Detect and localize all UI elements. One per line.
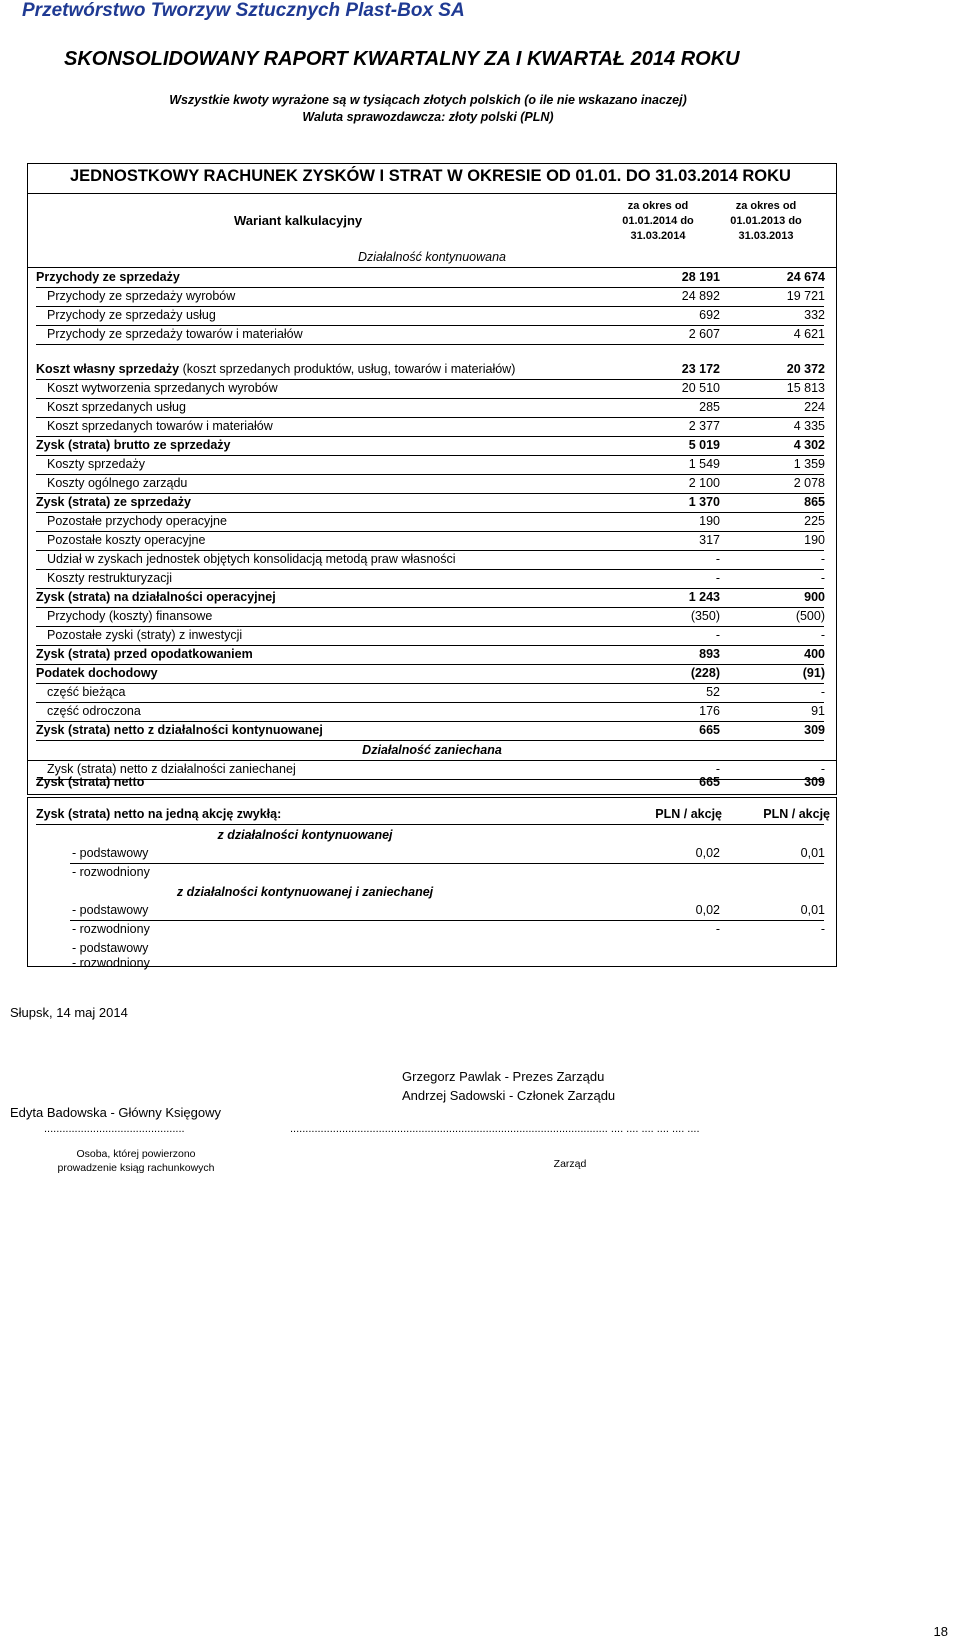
eps-row-label: - podstawowy [72,941,149,955]
row-label: Koszty sprzedaży [47,457,145,471]
row-value-current: 1 243 [688,590,720,604]
row-value-current: 692 [699,308,720,322]
row-value-current: - [715,628,720,642]
period-current-line3: 31.03.2014 [630,230,686,242]
row-value-current: 2 100 [688,476,720,490]
table-row [0,703,960,722]
row-label: Koszt wytworzenia sprzedanych wyrobów [47,381,278,395]
row-value-prior: 24 674 [786,270,825,284]
row-value-prior: 15 813 [786,381,825,395]
row-label: Zysk (strata) brutto ze sprzedaży [36,438,231,452]
table-row [0,773,960,792]
table-row [0,361,960,380]
row-value-current: 176 [699,704,720,718]
period-prior-line3: 31.03.2013 [738,230,794,242]
spacer [0,742,960,761]
row-value-prior: 309 [804,723,825,737]
row-value-current: - [715,552,720,566]
table-row [0,288,960,307]
table-row [0,532,960,551]
row-value-prior: 225 [804,514,825,528]
eps-row [0,902,960,921]
table-row [0,646,960,665]
row-value-prior: 20 372 [786,362,825,376]
eps-col-current: PLN / akcję [655,807,722,821]
eps-value-current: 0,02 [695,903,720,917]
row-value-prior: 19 721 [786,289,825,303]
row-value-current: 52 [706,685,720,699]
row-label: Pozostałe zyski (straty) z inwestycji [47,628,243,642]
report-title: SKONSOLIDOWANY RAPORT KWARTALNY ZA I KWARTAŁ 2014 ROKU [64,48,740,70]
table-row [0,418,960,437]
table-row [0,627,960,646]
eps-value-prior: - [820,922,825,936]
chief-accountant: Edyta Badowska - Główny Księgowy [10,1105,221,1120]
row-label: Koszt sprzedanych usług [47,400,186,414]
section-discontinued: Działalność zaniechana [362,743,502,757]
row-label: Zysk (strata) na działalności operacyjnej [36,590,276,604]
row-label: Pozostałe koszty operacyjne [47,533,206,547]
row-value-prior: 2 078 [793,476,825,490]
section-continuing: Działalność kontynuowana [357,250,506,264]
board-member-2: Andrzej Sadowski - Członek Zarządu [402,1088,616,1103]
row-value-current: - [715,571,720,585]
caption-board: Zarząd [553,1158,587,1170]
table-row [0,475,960,494]
table-row [0,399,960,418]
row-value-prior: 4 621 [793,327,825,341]
company-name: Przetwórstwo Tworzyw Sztucznych Plast-Box SA [22,0,465,21]
row-value-current: 2 607 [688,327,720,341]
row-label: Przychody ze sprzedaży wyrobów [47,289,236,303]
eps-value-current: - [715,922,720,936]
period-current-header [603,199,713,244]
row-label: Przychody ze sprzedaży usług [47,308,216,322]
eps-row [0,921,960,940]
caption-accountant [36,1147,236,1175]
period-current-line2: 01.01.2014 do [622,215,694,227]
period-prior-header [711,199,821,244]
row-value-current: 5 019 [688,438,720,452]
table-row [0,684,960,703]
row-label-bold: Koszt własny sprzedaży [36,362,180,376]
row-label: Przychody ze sprzedaży towarów i materiałów [47,327,303,341]
row-label: Zysk (strata) netto [36,775,145,789]
row-label: Zysk (strata) netto z działalności zaniechanej [47,762,296,776]
variant-label: Wariant kalkulacyjny [234,213,363,228]
row-value-prior: 400 [804,647,825,661]
table-row [0,570,960,589]
row-value-prior: 309 [804,775,825,789]
table-row [0,437,960,456]
row-value-current: 24 892 [681,289,720,303]
row-value-current: (350) [690,609,720,623]
row-value-prior: 900 [804,590,825,604]
row-label: Podatek dochodowy [36,666,158,680]
table-row [0,513,960,532]
eps-value-current: 0,02 [695,846,720,860]
table-row [0,665,960,684]
divider [27,267,837,268]
row-value-prior: (500) [795,609,825,623]
eps-value-prior: 0,01 [800,846,825,860]
period-prior-line1: za okres od [735,200,797,212]
row-value-current: 23 172 [681,362,720,376]
row-label: Koszt sprzedanych towarów i materiałów [47,419,273,433]
eps-subsection-total: z działalności kontynuowanej i zaniechanej [176,885,434,899]
table-row [0,269,960,288]
table-row [0,608,960,627]
board-member-1: Grzegorz Pawlak - Prezes Zarządu [402,1069,605,1084]
row-label: Zysk (strata) przed opodatkowaniem [36,647,253,661]
row-value-current: 1 370 [688,495,720,509]
row-value-current: - [715,762,720,776]
table-row [0,307,960,326]
reporting-currency: Waluta sprawozdawcza: złoty polski (PLN) [302,110,554,124]
row-value-current: (228) [690,666,720,680]
row-value-prior: 91 [811,704,825,718]
row-value-prior: 4 302 [793,438,825,452]
row-value-prior: - [820,685,825,699]
table-row [0,722,960,741]
place-date: Słupsk, 14 maj 2014 [10,1005,128,1020]
row-value-prior: 4 335 [793,419,825,433]
signature-line-right: ........................................................................................................ .... .... .... .... .... .... [290,1123,700,1135]
eps-row [0,864,960,883]
row-value-prior: 1 359 [793,457,825,471]
eps-row-label: - rozwodniony [72,956,150,970]
row-value-current: 285 [699,400,720,414]
row-label: Zysk (strata) netto z działalności kontynuowanej [36,723,323,737]
row-value-prior: (91) [802,666,825,680]
eps-col-prior: PLN / akcję [763,807,830,821]
eps-title: Zysk (strata) netto na jedną akcję zwykłą: [36,807,282,821]
row-value-current: 20 510 [681,381,720,395]
eps-row-label: - rozwodniony [72,865,150,879]
row-label: Udział w zyskach jednostek objętych konsolidacją metodą praw własności [47,552,456,566]
row-value-current: 28 191 [681,270,720,284]
row-label: Przychody (koszty) finansowe [47,609,213,623]
table-row [0,456,960,475]
eps-header-row [0,806,960,825]
period-prior-line2: 01.01.2013 do [730,215,802,227]
row-value-current: 190 [699,514,720,528]
row-value-prior: 224 [804,400,825,414]
row-value-prior: - [820,628,825,642]
currency-note: Wszystkie kwoty wyrażone są w tysiącach złotych polskich (o ile nie wskazano inaczej) [169,93,687,107]
row-value-prior: - [820,571,825,585]
caption-accountant-line1: Osoba, której powierzono [76,1148,196,1160]
table-row [0,494,960,513]
row-value-prior: 332 [804,308,825,322]
row-value-current: 665 [699,723,720,737]
table-row [0,551,960,570]
row-label: Pozostałe przychody operacyjne [47,514,227,528]
row-label: Przychody ze sprzedaży [36,270,180,284]
caption-accountant-line2: prowadzenie ksiąg rachunkowych [57,1162,215,1174]
row-value-current: 317 [699,533,720,547]
eps-value-prior: 0,01 [800,903,825,917]
row-value-prior: 190 [804,533,825,547]
table-row [0,380,960,399]
row-value-prior: - [820,762,825,776]
period-current-line1: za okres od [627,200,689,212]
row-label: Koszty ogólnego zarządu [47,476,188,490]
page-number: 18 [933,1624,948,1639]
row-label: Zysk (strata) ze sprzedaży [36,495,191,509]
row-label [36,362,515,376]
row-value-current: 893 [699,647,720,661]
statement-title: JEDNOSTKOWY RACHUNEK ZYSKÓW I STRAT W OKRESIE OD 01.01. DO 31.03.2014 ROKU [70,167,791,185]
eps-row-label: - rozwodniony [72,922,150,936]
row-value-current: 1 549 [688,457,720,471]
divider [27,193,837,194]
table-row [0,326,960,345]
row-label: Koszty restrukturyzacji [47,571,173,585]
row-value-current: 665 [699,775,720,789]
row-value-prior: - [820,552,825,566]
row-label: część odroczona [47,704,141,718]
eps-row-label: - podstawowy [72,903,149,917]
row-value-current: 2 377 [688,419,720,433]
row-label-rest: (koszt sprzedanych produktów, usług, towarów i materiałów) [179,362,516,376]
row-value-prior: 865 [804,495,825,509]
eps-row-label: - podstawowy [72,846,149,860]
eps-row [0,845,960,864]
eps-row [0,955,960,974]
signature-line-left: .............................................. [44,1123,185,1135]
row-label: część bieżąca [47,685,126,699]
eps-subsection-continuing: z działalności kontynuowanej [217,828,393,842]
table-row [0,589,960,608]
